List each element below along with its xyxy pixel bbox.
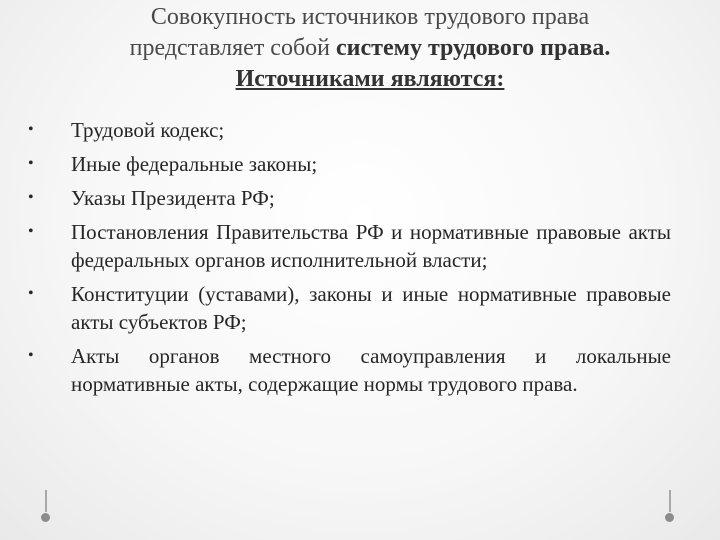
decorative-line-right <box>669 490 671 512</box>
decorative-dot-left-icon <box>41 513 50 522</box>
list-item-text: Акты органов местного самоуправления и локальные нормативные акты, содержащие нормы трудового права. <box>71 344 671 396</box>
title-line-2-bold: систему трудового права. <box>336 35 611 61</box>
list-item <box>26 184 671 212</box>
bullet-icon: • <box>28 121 34 138</box>
bullet-icon: • <box>28 189 34 206</box>
bullet-icon: • <box>28 347 34 364</box>
list-item <box>26 116 671 144</box>
title-line-2-normal: представляет собой <box>129 35 337 61</box>
bullet-icon: • <box>28 223 34 240</box>
list-item-text: Конституции (уставами), законы и иные нормативные правовые акты субъектов РФ; <box>71 282 671 334</box>
list-item <box>26 150 671 178</box>
list-item <box>26 218 671 274</box>
list-item-text: Постановления Правительства РФ и нормативные правовые акты федеральных органов исполнительной власти; <box>71 220 671 272</box>
list-item-text: Иные федеральные законы; <box>71 152 318 176</box>
list-item <box>26 342 671 398</box>
bullet-icon: • <box>28 155 34 172</box>
title-line-2 <box>60 33 680 64</box>
decorative-line-left <box>45 490 47 512</box>
list-item <box>26 280 671 336</box>
list-item-text: Трудовой кодекс; <box>71 118 225 142</box>
title-line-3: Источниками являются: <box>235 66 505 92</box>
title-line-1: Совокупность источников трудового права <box>150 4 590 30</box>
sources-list <box>26 116 671 404</box>
decorative-dot-right-icon <box>665 513 674 522</box>
list-item-text: Указы Президента РФ; <box>71 186 275 210</box>
bullet-icon: • <box>28 285 34 302</box>
slide-title <box>60 2 680 95</box>
